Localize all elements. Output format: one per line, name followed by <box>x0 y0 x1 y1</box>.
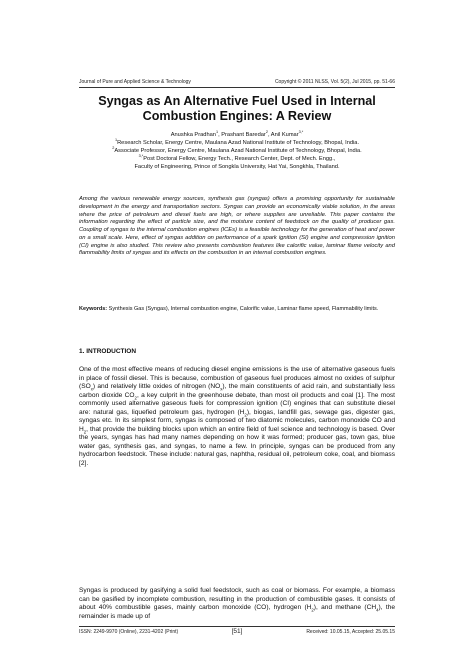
title-line-1: Syngas as An Alternative Fuel Used in Internal <box>98 94 376 108</box>
affiliation-2-text: Associate Professor, Energy Centre, Maulana Azad National Institute of Technology, Bhopal, India. <box>114 148 362 154</box>
author-3-sup: 3,* <box>298 130 304 135</box>
keywords-text: Synthesis Gas (Syngas), Internal combustion engine, Calorific value, Laminar flame speed, Flammability limits. <box>108 306 379 312</box>
affiliation-3-cont: Faculty of Engineering, Prince of Songkla University, Hat Yai, Songkhla, Thailand. <box>134 164 340 170</box>
issn-info: ISSN: 2249-9970 (Online), 2231-4202 (Print) <box>79 629 179 635</box>
author-list: Anushka Pradhan$^1$, Prashant Baredar$^2$, Anil Kumar$^{3,*}$ <box>170 130 304 138</box>
author-3: Anil Kumar <box>270 132 299 138</box>
intro-paragraph-1 <box>79 366 395 469</box>
page-number: [51] <box>231 628 243 635</box>
header-rule <box>79 87 395 88</box>
text-run: Syngas is produced by gasifying a solid fuel feedstock, such as coal or biomass. For example, a biomass can be gasified by incomplete combustion, resulting in the production of combustible gases. It consists of about 40% combustible gases, mainly carbon monoxide (CO), hydrogen (H <box>79 587 395 612</box>
page-footer <box>79 629 395 638</box>
affiliation-3-sup: 3,* <box>138 154 144 159</box>
subscript: 2 <box>311 607 314 613</box>
affiliation-3 <box>60 155 414 163</box>
text-run: ) and relatively little oxides of nitrogen (NO <box>92 383 221 391</box>
affiliation-2 <box>60 147 414 155</box>
affiliation-1-sup: 1 <box>114 138 118 143</box>
affiliation-3-text: Post Doctoral Fellow, Energy Tech., Research Center, Dept. of Mech. Engg., <box>143 156 336 162</box>
section-heading-introduction: 1. INTRODUCTION <box>79 348 137 355</box>
abstract: Among the various renewable energy sources, synthesis gas (syngas) offers a promising opportunity for sustainable development in the energy and transportation sectors. Syngas can provide an economically viable solution, in the areas where the price of petroleum and diesel fuels are high, or where supplies are unreliable. This paper contains the information regarding the effect of particle size, and the moisture content of feedstock on the quality of producer gas. Coupling of syngas to the internal combustion engines (ICEs) is a feasible technology for the generation of heat and power on a small scale. Here, effect of syngas addition on performance of a spark ignition (SI) engine and compression ignition (CI) engine is also studied. This review also presents combustion features like calorific value, laminar flame velocity and flammability limits of syngas and its effects on the combustion in an internal combustion engines. <box>79 196 395 257</box>
text-run: ), biogas, landfill gas, sewage gas, digester gas, syngas etc. In its simplest form, syngas is composed of two diatomic molecules, carbon monoxide CO and H <box>79 408 395 433</box>
journal-name: Journal of Pure and Applied Science & Technology <box>79 79 191 85</box>
text-run: ), the main constituents of acid rain, and substantially less carbon dioxide CO <box>79 383 395 399</box>
paper-title <box>60 94 414 124</box>
affiliation-2-sup: 2 <box>112 146 115 151</box>
received-dates: Received: 10.05.15, Accepted: 25.05.15 <box>306 629 395 635</box>
author-block <box>60 131 414 171</box>
running-header <box>79 79 395 85</box>
text-run: ), the remainder is made up of <box>79 604 396 620</box>
intro-paragraph-2 <box>79 587 395 621</box>
author-1-sup: 1 <box>215 130 219 135</box>
text-run: One of the most effective means of reducing diesel engine emissions is the use of alternative gaseous fuels in place of fossil diesel. This is because, combustion of gaseous fuel produces almost no oxides of sulphur (SO <box>79 366 395 391</box>
subscript: 2 <box>134 394 137 400</box>
text-run: , that provide the building blocks upon which an entire field of fuel science and technology is based. Over the years, syngas has had many names depending on how it was formed; producer gas, town gas, blue water gas, synthesis gas, and syngas, to name a few. In principle, syngas can be produced from any hydrocarbon feedstock. These include: natural gas, naphtha, residual oil, petroleum coke, coal, and biomass [2]. <box>79 425 395 468</box>
affiliation-1-text: Research Scholar, Energy Centre, Maulana Azad National Institute of Technology, Bhopal, India. <box>117 140 360 146</box>
author-2: Prashant Baredar <box>221 132 266 138</box>
subscript: 2 <box>83 429 87 435</box>
copyright-info: Copyright © 2011 NLSS, Vol. 5(2), Jul 2015, pp. 51-66 <box>274 79 395 85</box>
subscript: 4 <box>376 607 379 613</box>
keywords-label: Keywords: <box>79 306 108 312</box>
keywords <box>79 306 395 314</box>
subscript: 2 <box>244 412 247 418</box>
subscript: x <box>220 386 223 392</box>
subscript: x <box>90 386 93 392</box>
author-1: Anushka Pradhan <box>170 132 216 138</box>
text-run: , a key culprit in the greenhouse debate, than most oil products and coal [1]. The most commonly used alternative gaseous fuels for compression ignition (CI) engines that can substitute diesel are: natural gas, liquefied petroleum gas, hydrogen (H <box>79 391 395 416</box>
text-run: ), and methane (CH <box>313 604 377 612</box>
author-2-sup: 2 <box>265 130 268 135</box>
footer-rule <box>79 626 395 627</box>
title-line-2: Combustion Engines: A Review <box>142 109 332 123</box>
